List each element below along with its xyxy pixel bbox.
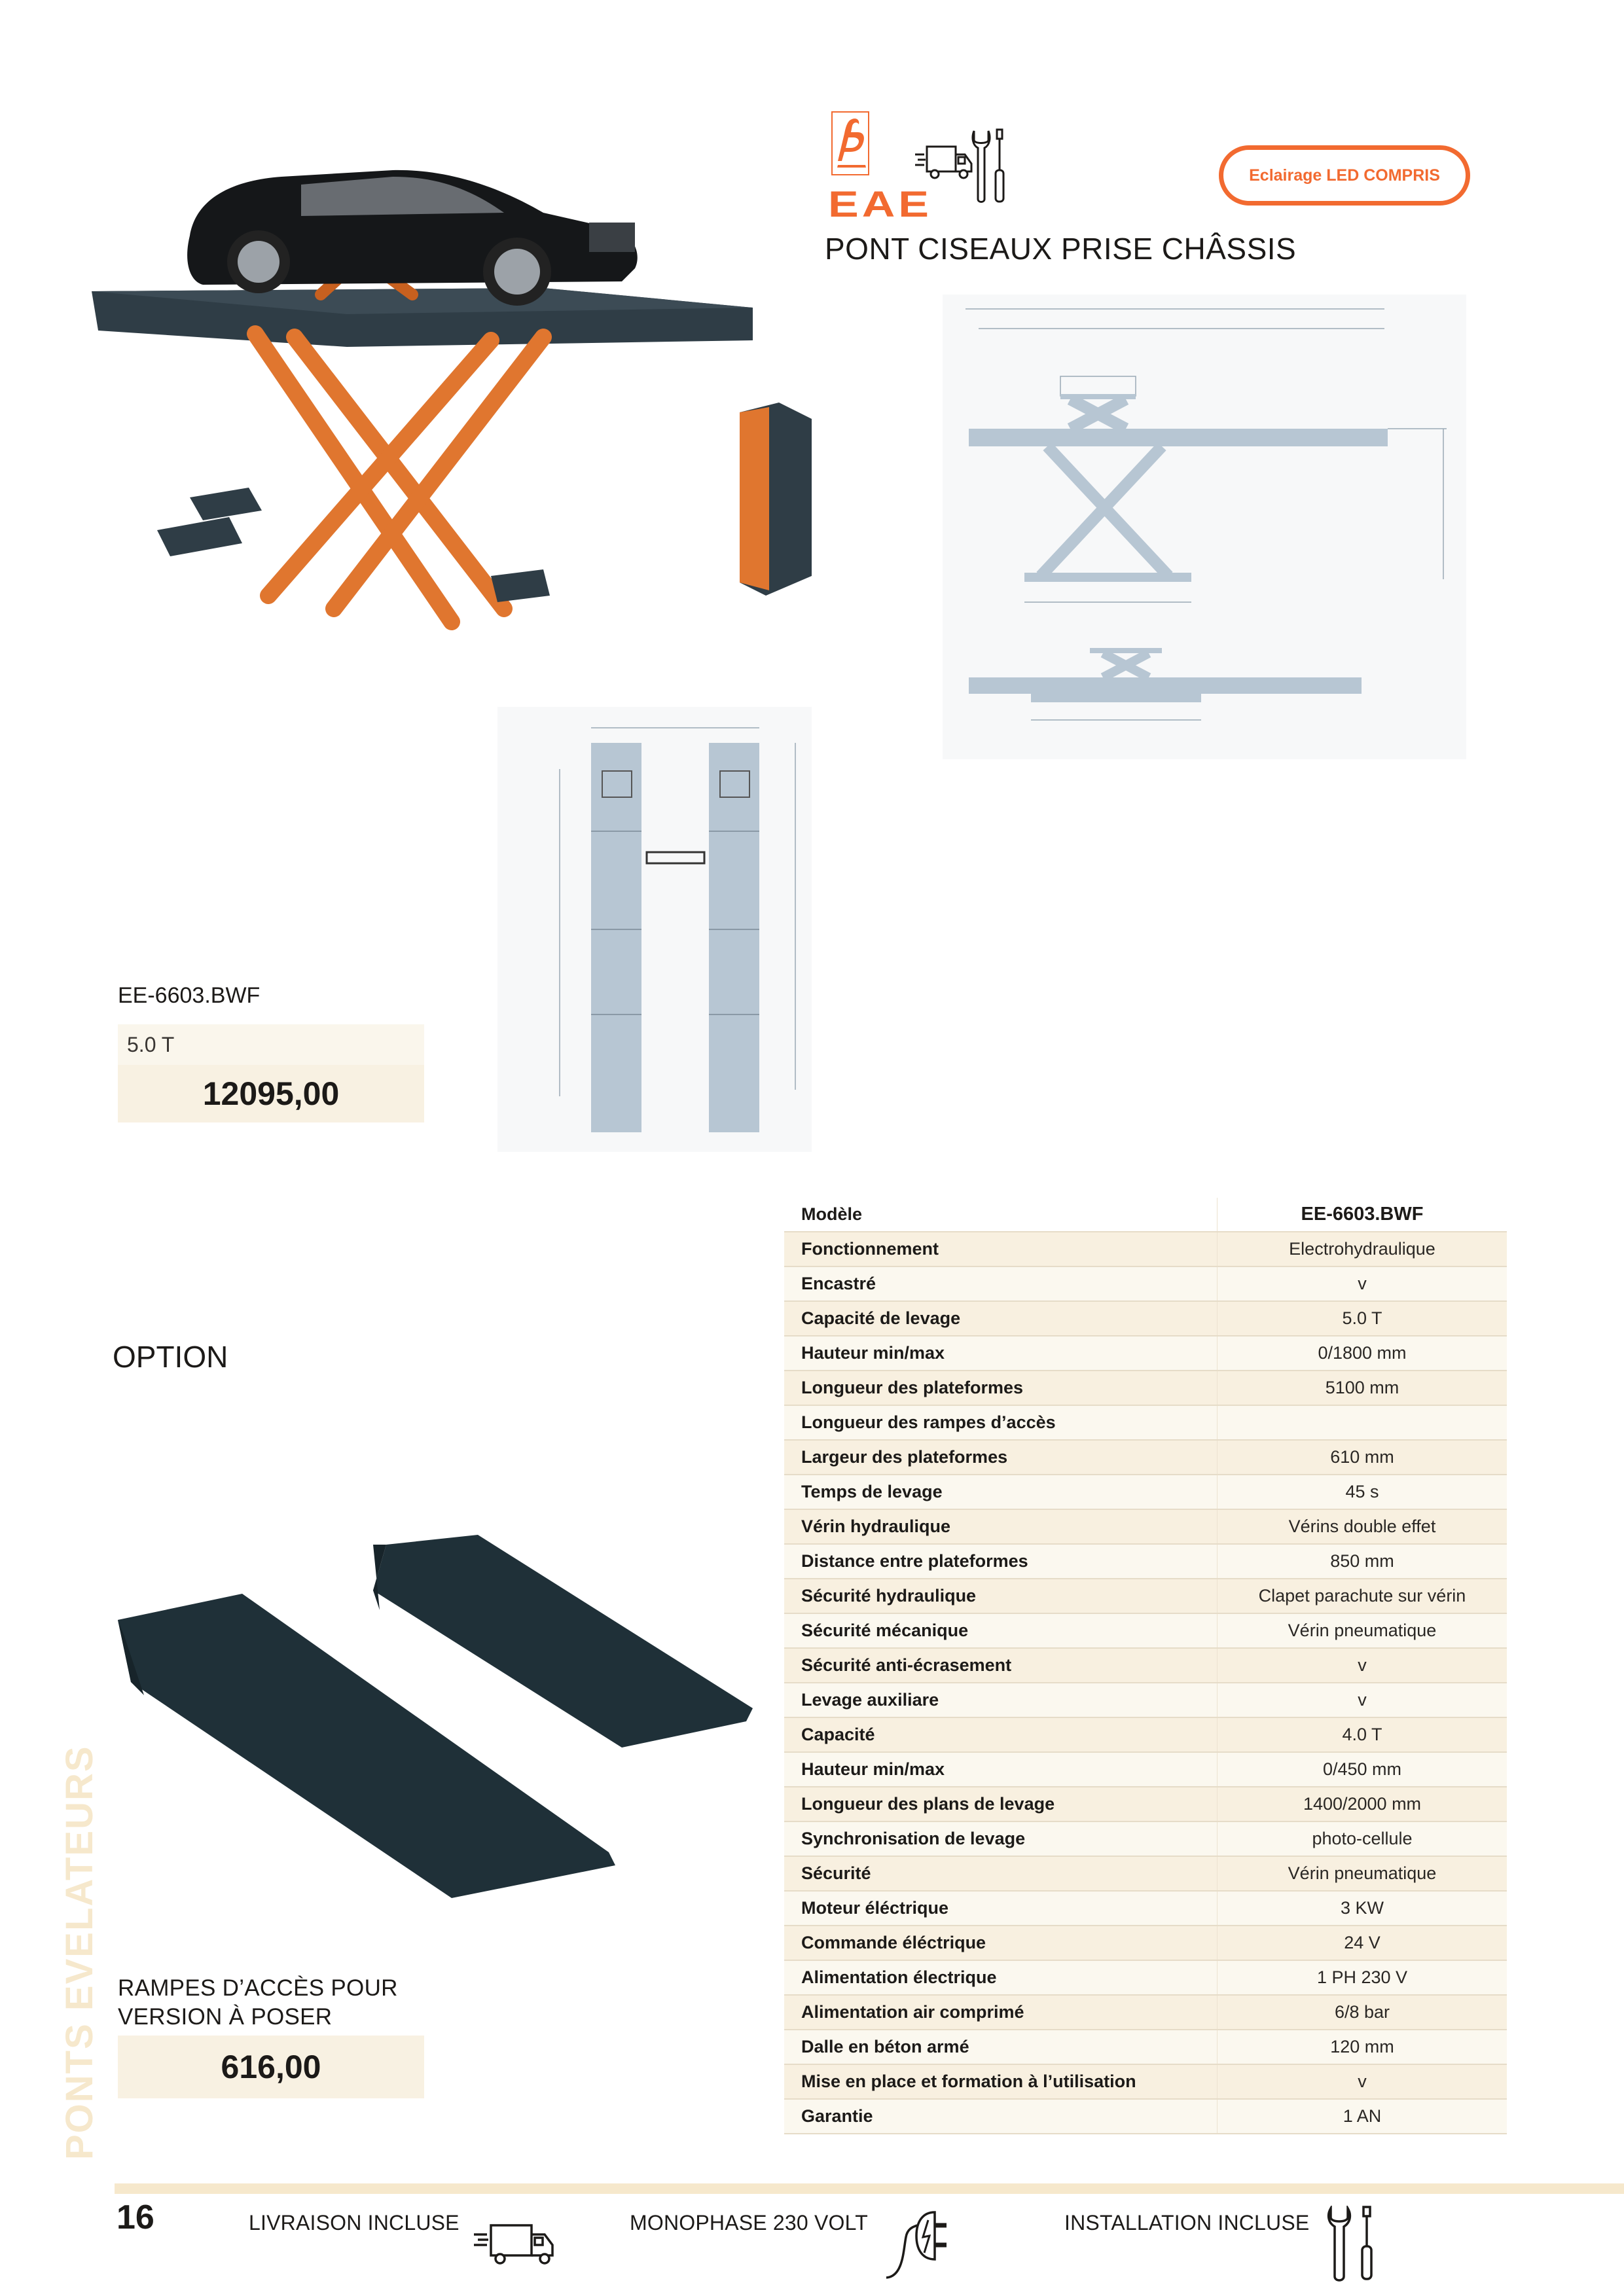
table-row — [784, 1753, 1507, 1787]
table-row — [784, 2100, 1507, 2134]
spec-label: Sécurité hydraulique — [784, 1579, 1218, 1613]
table-row — [784, 1336, 1507, 1371]
spec-label: Alimentation air comprimé — [784, 1996, 1218, 2029]
table-row — [784, 2065, 1507, 2100]
scissor-lift-photo — [85, 151, 838, 648]
table-row — [784, 1649, 1507, 1683]
table-row — [784, 1787, 1507, 1822]
spec-label: Hauteur min/max — [784, 1336, 1218, 1370]
spec-label: Levage auxiliare — [784, 1683, 1218, 1717]
table-row — [784, 1475, 1507, 1510]
spec-label: Garantie — [784, 2100, 1218, 2133]
table-row — [784, 1302, 1507, 1336]
spec-value: 45 s — [1345, 1482, 1379, 1501]
wrench-screwdriver-icon — [1326, 2206, 1384, 2283]
spec-value: 850 mm — [1330, 1551, 1394, 1571]
spec-value: Vérin pneumatique — [1288, 1863, 1437, 1883]
spec-value: Clapet parachute sur vérin — [1258, 1586, 1466, 1605]
option-item-title-line2: VERSION À POSER — [118, 2004, 333, 2030]
brand-wordmark: EAE — [828, 183, 932, 224]
option-item-title — [118, 1974, 398, 2032]
spec-label: Encastré — [784, 1267, 1218, 1300]
spec-value: photo-cellule — [1312, 1829, 1413, 1848]
spec-label: Longueur des plans de levage — [784, 1787, 1218, 1821]
table-row — [784, 1892, 1507, 1926]
table-row — [784, 1406, 1507, 1441]
page-number: 16 — [117, 2198, 154, 2236]
spec-label: Synchronisation de levage — [784, 1822, 1218, 1856]
spec-label: Capacité — [784, 1718, 1218, 1751]
table-row — [784, 1545, 1507, 1579]
table-row — [784, 1510, 1507, 1545]
spec-value: v — [1358, 2072, 1367, 2091]
product-capacity: 5.0 T — [118, 1024, 424, 1065]
table-row — [784, 1614, 1507, 1649]
table-row — [784, 1371, 1507, 1406]
spec-label: Sécurité — [784, 1857, 1218, 1890]
delivery-truck-icon — [471, 2223, 556, 2265]
spec-label: Modèle — [784, 1198, 1218, 1231]
spec-value: 0/1800 mm — [1318, 1343, 1407, 1363]
spec-value: Vérin pneumatique — [1288, 1621, 1437, 1640]
spec-value: 24 V — [1344, 1933, 1380, 1952]
spec-value — [1218, 1406, 1507, 1439]
table-row — [784, 1718, 1507, 1753]
spec-label: Largeur des plateformes — [784, 1441, 1218, 1474]
table-row — [784, 1683, 1507, 1718]
spec-value: Electrohydraulique — [1289, 1239, 1435, 1259]
table-header-row — [784, 1198, 1507, 1232]
wrench-screwdriver-icon — [970, 128, 1009, 204]
section-side-label: PONTS EVELATEURS — [58, 1745, 101, 2160]
table-row — [784, 1926, 1507, 1961]
footer-divider — [115, 2183, 1624, 2194]
footer-power-label: MONOPHASE 230 VOLT — [630, 2211, 869, 2234]
spec-label: Sécurité mécanique — [784, 1614, 1218, 1647]
spec-label: Mise en place et formation à l’utilisation — [784, 2065, 1218, 2098]
spec-value: 5100 mm — [1325, 1378, 1399, 1397]
spec-label: Alimentation électrique — [784, 1961, 1218, 1994]
page-title: PONT CISEAUX PRISE CHÂSSIS — [825, 232, 1297, 266]
spec-label: Capacité de levage — [784, 1302, 1218, 1335]
spec-value: 5.0 T — [1342, 1308, 1382, 1328]
spec-label: Longueur des plateformes — [784, 1371, 1218, 1405]
spec-value: v — [1358, 1274, 1367, 1293]
spec-value: Vérins double effet — [1288, 1516, 1436, 1536]
product-model: EE-6603.BWF — [118, 983, 261, 1008]
spec-value: EE-6603.BWF — [1301, 1204, 1424, 1225]
spec-value: 3 KW — [1340, 1898, 1384, 1918]
top-view-technical-drawing — [497, 707, 812, 1152]
spec-label: Fonctionnement — [784, 1232, 1218, 1266]
table-row — [784, 1232, 1507, 1267]
table-row — [784, 1996, 1507, 2030]
spec-value: 1 AN — [1343, 2106, 1382, 2126]
product-price: 12095,00 — [118, 1065, 424, 1122]
spec-value: 0/450 mm — [1322, 1759, 1402, 1779]
specifications-table — [784, 1198, 1507, 2134]
table-row — [784, 1857, 1507, 1892]
spec-value: 1 PH 230 V — [1316, 1967, 1408, 1987]
table-row — [784, 1579, 1507, 1614]
table-row — [784, 2030, 1507, 2065]
spec-label: Temps de levage — [784, 1475, 1218, 1509]
side-view-technical-drawing — [943, 295, 1466, 759]
table-row — [784, 1267, 1507, 1302]
table-row — [784, 1822, 1507, 1857]
spec-label: Hauteur min/max — [784, 1753, 1218, 1786]
spec-value: 610 mm — [1330, 1447, 1394, 1467]
led-included-badge: Eclairage LED COMPRIS — [1219, 145, 1470, 206]
spec-label: Distance entre plateformes — [784, 1545, 1218, 1578]
access-ramps-photo — [98, 1440, 753, 1898]
spec-value: 4.0 T — [1342, 1725, 1382, 1744]
table-row — [784, 1961, 1507, 1996]
spec-label: Commande éléctrique — [784, 1926, 1218, 1960]
table-row — [784, 1441, 1507, 1475]
spec-label: Dalle en béton armé — [784, 2030, 1218, 2064]
spec-label: Vérin hydraulique — [784, 1510, 1218, 1543]
spec-label: Longueur des rampes d’accès — [784, 1406, 1218, 1439]
spec-value: 6/8 bar — [1334, 2002, 1390, 2022]
footer-delivery-label: LIVRAISON INCLUSE — [249, 2211, 460, 2234]
spec-value: v — [1358, 1690, 1367, 1710]
brand-logo-icon — [835, 115, 868, 171]
spec-label: Moteur éléctrique — [784, 1892, 1218, 1925]
spec-value: 1400/2000 mm — [1303, 1794, 1422, 1814]
option-price: 616,00 — [118, 2036, 424, 2098]
spec-label: Sécurité anti-écrasement — [784, 1649, 1218, 1682]
power-plug-icon — [884, 2204, 969, 2283]
delivery-truck-icon — [914, 143, 974, 182]
option-item-title-line1: RAMPES D’ACCÈS POUR — [118, 1975, 398, 2001]
spec-value: v — [1358, 1655, 1367, 1675]
option-heading: OPTION — [113, 1340, 228, 1374]
spec-value: 120 mm — [1330, 2037, 1394, 2056]
footer-installation-label: INSTALLATION INCLUSE — [1064, 2211, 1310, 2234]
